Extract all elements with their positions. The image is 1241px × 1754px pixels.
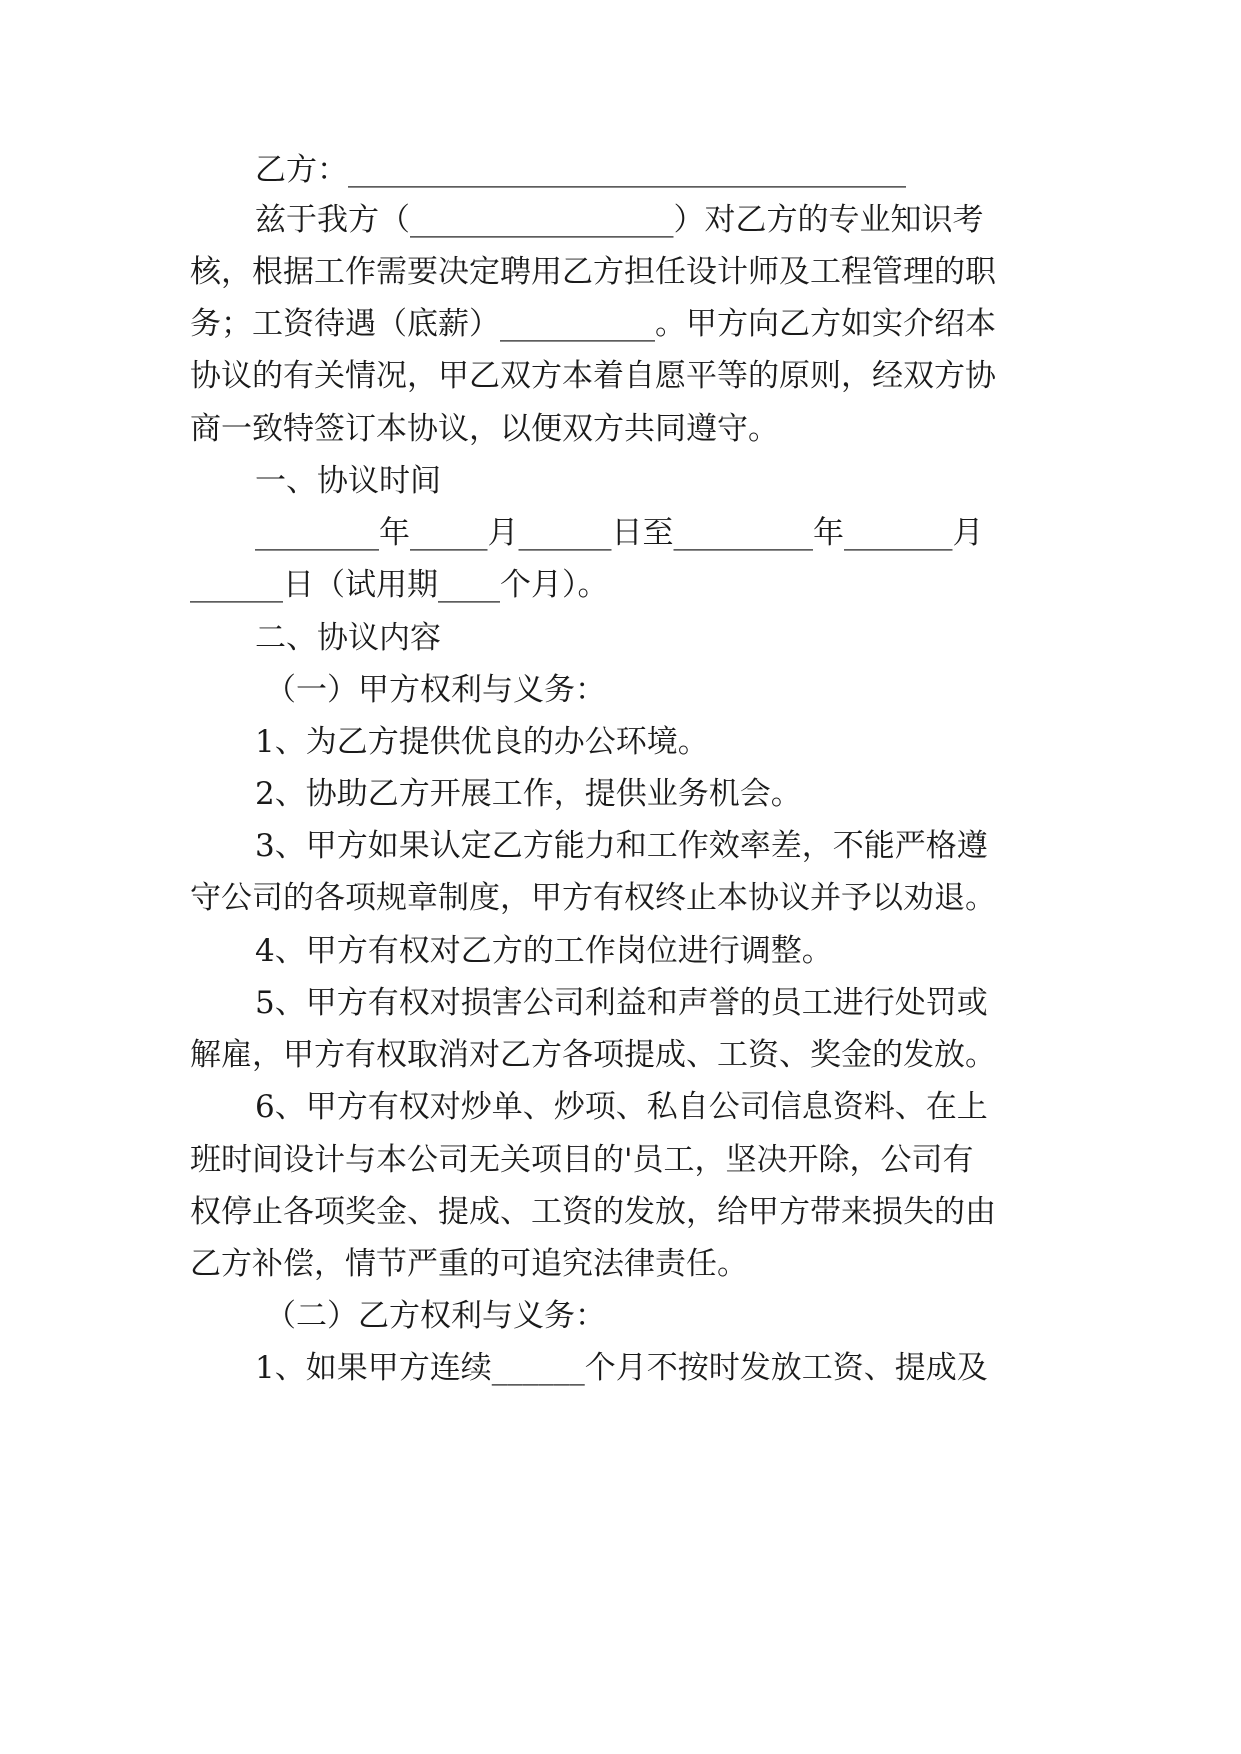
paragraph-line: 协议的有关情况，甲乙双方本着自愿平等的原则，经双方协: [190, 358, 996, 394]
party-b-line: 乙方：____________________________________: [255, 152, 906, 188]
section-heading: 一、协议时间: [255, 463, 441, 499]
date-range-line: ________年_____月______日至_________年_______月: [255, 515, 984, 551]
clause-line: 权停止各项奖金、提成、工资的发放，给甲方带来损失的由: [190, 1194, 996, 1230]
subsection-heading: （一）甲方权利与义务：: [265, 672, 606, 708]
clause-line: 1、如果甲方连续______个月不按时发放工资、提成及: [255, 1350, 988, 1386]
subsection-heading: （二）乙方权利与义务：: [265, 1298, 606, 1334]
clause-line: 6、甲方有权对炒单、炒项、私自公司信息资料、在上: [255, 1089, 988, 1125]
date-range-line: ______日（试用期____个月）。: [190, 567, 609, 603]
paragraph-line: 兹于我方（_________________）对乙方的专业知识考: [255, 202, 984, 238]
clause-line: 5、甲方有权对损害公司利益和声誉的员工进行处罚或: [255, 985, 988, 1021]
clause-line: 班时间设计与本公司无关项目的'员工，坚决开除，公司有: [190, 1142, 974, 1178]
section-heading: 二、协议内容: [255, 620, 441, 656]
clause-line: 解雇，甲方有权取消对乙方各项提成、工资、奖金的发放。: [190, 1037, 996, 1073]
clause-line: 3、甲方如果认定乙方能力和工作效率差，不能严格遵: [255, 828, 988, 864]
clause-line: 1、为乙方提供优良的办公环境。: [255, 724, 709, 760]
clause-line: 2、协助乙方开展工作，提供业务机会。: [255, 776, 802, 812]
clause-line: 4、甲方有权对乙方的工作岗位进行调整。: [255, 933, 833, 969]
paragraph-line: 核，根据工作需要决定聘用乙方担任设计师及工程管理的职: [190, 254, 996, 290]
paragraph-line: 商一致特签订本协议，以便双方共同遵守。: [190, 411, 779, 447]
clause-line: 乙方补偿，情节严重的可追究法律责任。: [190, 1246, 748, 1282]
clause-line: 守公司的各项规章制度，甲方有权终止本协议并予以劝退。: [190, 880, 996, 916]
paragraph-line: 务；工资待遇（底薪）__________。甲方向乙方如实介绍本: [190, 306, 996, 342]
